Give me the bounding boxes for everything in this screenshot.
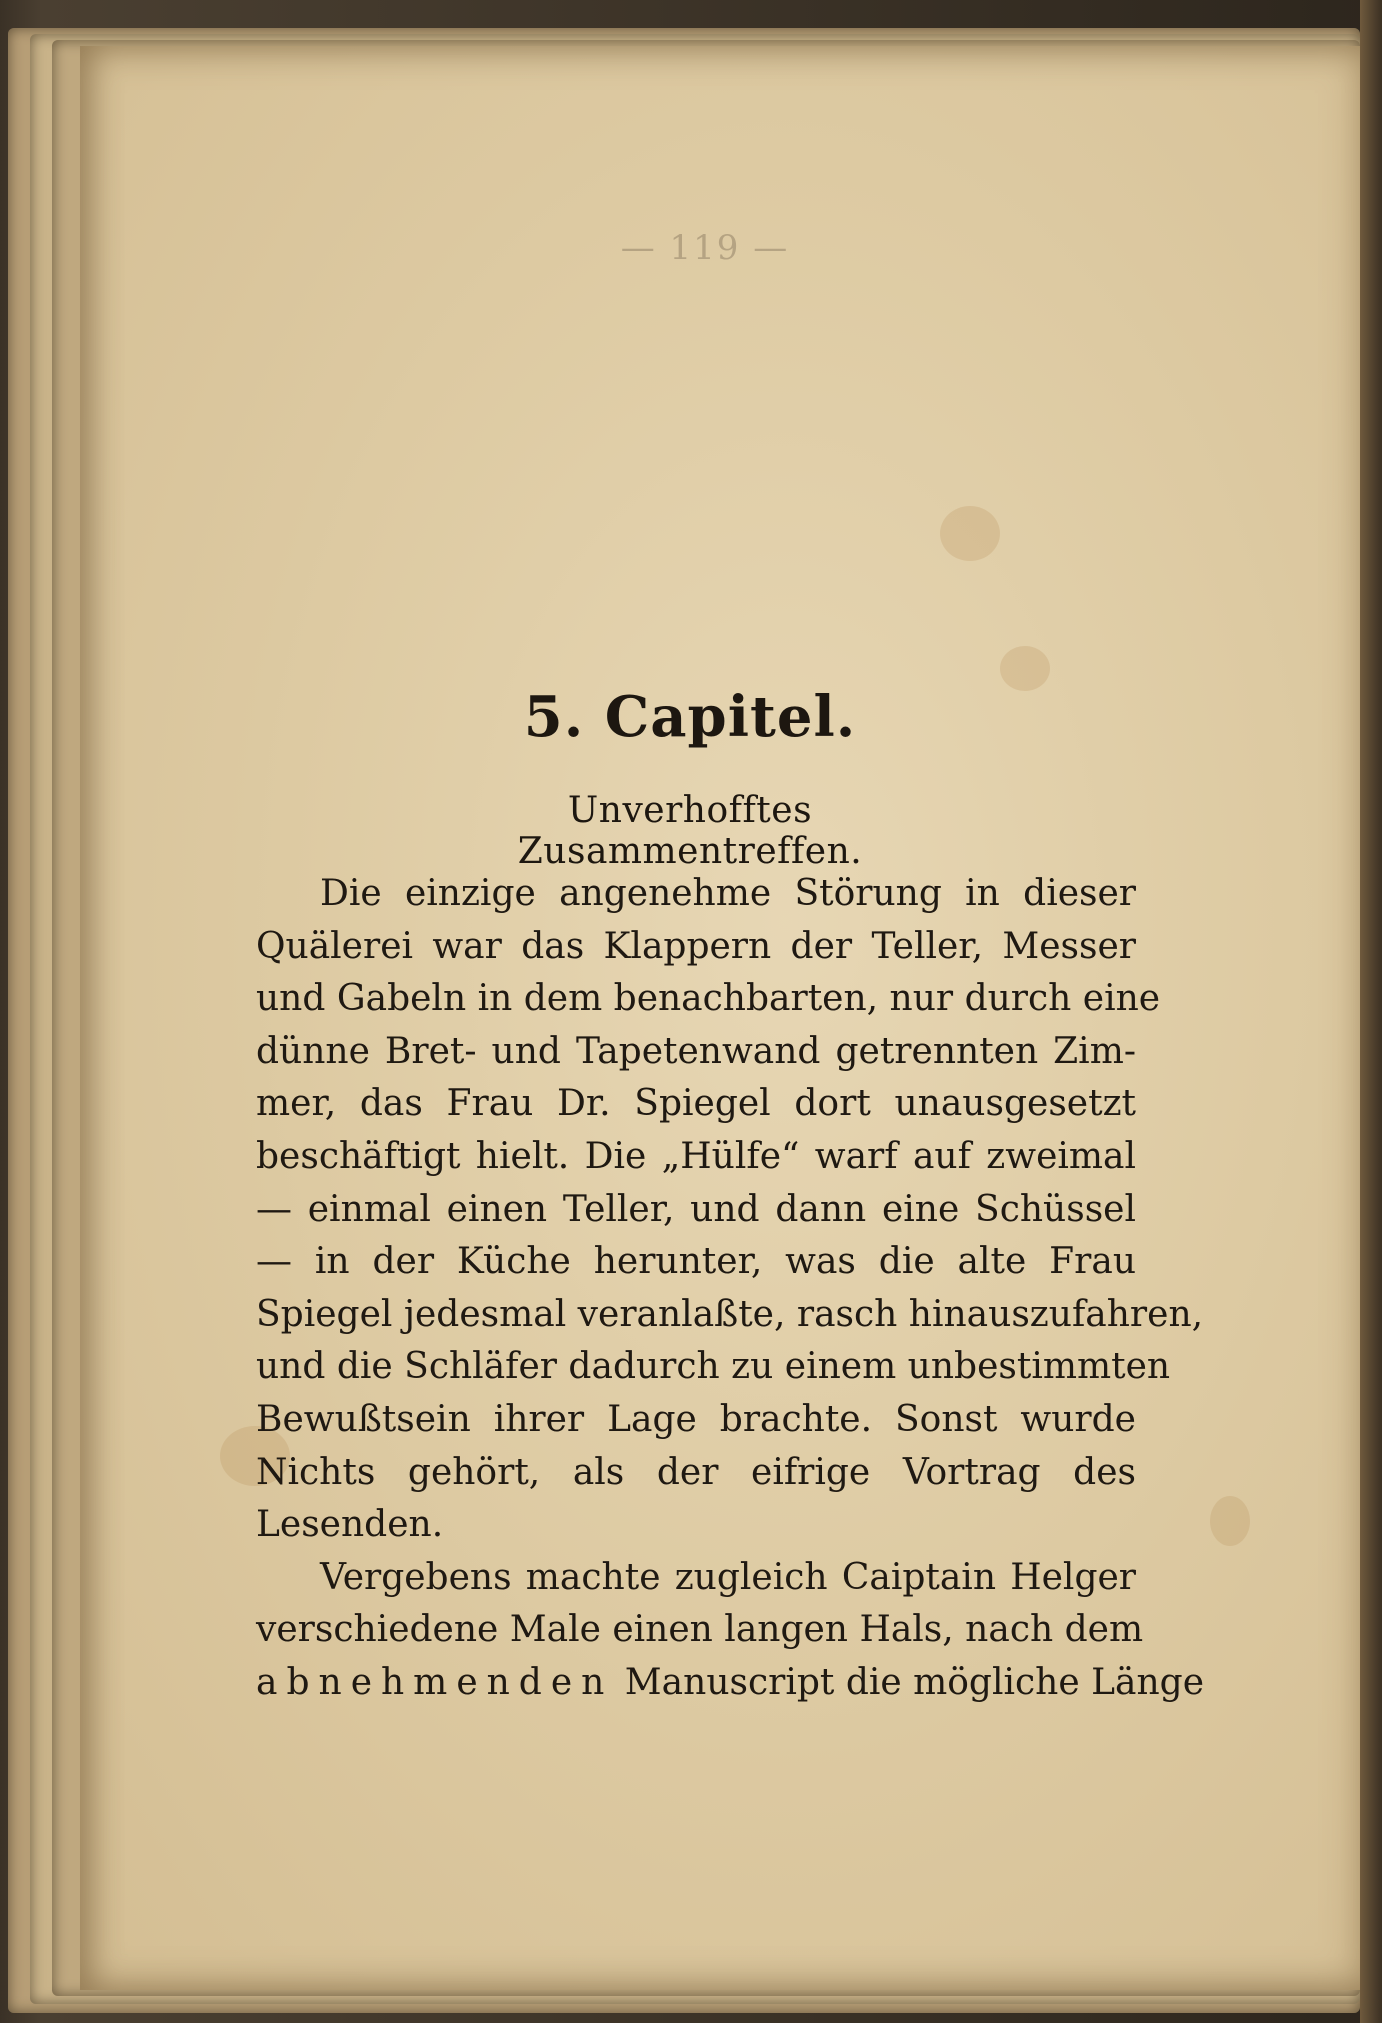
chapter-title: 5. Capitel. [523, 684, 857, 750]
paper-stain [940, 506, 1000, 561]
text-line: Nichts gehört, als der eifrige Vortrag des [256, 1451, 1136, 1493]
paper-stain [1000, 646, 1050, 691]
paper-stain [1210, 1496, 1250, 1546]
text-line: und die Schläfer dadurch zu einem unbestimmten [256, 1346, 1171, 1388]
text-line: — einmal einen Teller, und dann eine Schüssel [256, 1188, 1136, 1230]
text-line: Die einzige angenehme Störung in dieser [320, 873, 1136, 914]
chapter-subtitle: Unverhofftes Zusammentreffen. [517, 790, 863, 872]
body-text [256, 868, 1205, 1710]
text-line-spaced: abnehmenden Manuscript die mögliche Länge [256, 1661, 1205, 1703]
text-line: Vergebens machte zugleich Caiptain Helger [320, 1556, 1136, 1598]
text-line: Quälerei war das Klappern der Teller, Messer [256, 925, 1136, 967]
text-line: verschiedene Male einen langen Hals, nach dem [256, 1609, 1144, 1651]
text-line: Bewußtsein ihrer Lage brachte. Sonst wurde [256, 1398, 1136, 1440]
text-line: mer, das Frau Dr. Spiegel dort unausgesetzt [256, 1083, 1136, 1125]
text-line: dünne Bret- und Tapetenwand getrennten Zim- [256, 1030, 1136, 1072]
text-line: Spiegel jedesmal veranlaßte, rasch hinauszufahren, [256, 1293, 1204, 1335]
text-line: beschäftigt hielt. Die „Hülfe“ warf auf zweimal [256, 1135, 1136, 1177]
text-line: und Gabeln in dem benachbarten, nur durch eine [256, 978, 1161, 1020]
book-binding [1360, 0, 1382, 2023]
spaced-word: abnehmenden [256, 1661, 614, 1703]
page-number: — 119 — [620, 228, 790, 268]
text-line: Lesenden. [256, 1504, 444, 1546]
text-line: — in der Küche herunter, was die alte Frau [256, 1241, 1136, 1283]
